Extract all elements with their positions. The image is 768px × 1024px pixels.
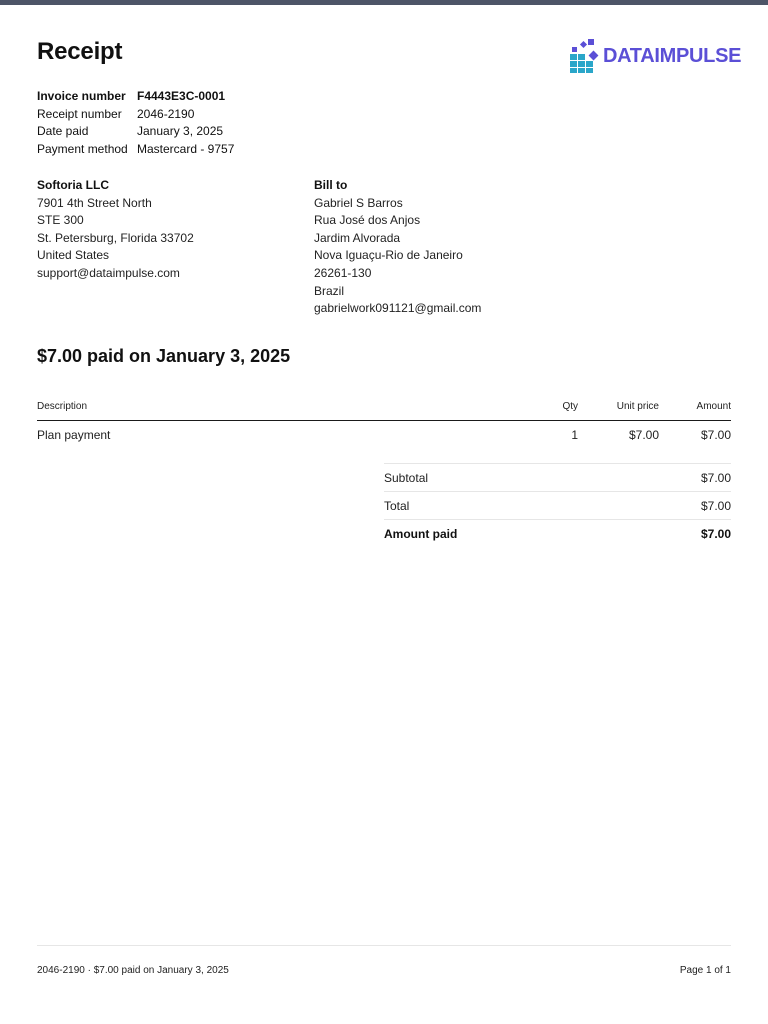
- bill-to-address-line: Brazil: [314, 283, 345, 298]
- subtotal-row: [384, 463, 731, 491]
- amount-paid-label: Amount paid: [384, 526, 458, 541]
- subtotal-label: Subtotal: [384, 470, 429, 485]
- total-label: Total: [384, 498, 410, 513]
- amount-paid-row: [384, 519, 731, 547]
- page-number: Page 1 of 1: [679, 965, 731, 976]
- bill-to-address-line: Rua José dos Anjos: [314, 213, 421, 228]
- footer-summary: 2046-2190 · $7.00 paid on January 3, 2025: [37, 965, 229, 976]
- table-row: [37, 421, 731, 449]
- line-items-table: [37, 398, 731, 449]
- meta-row-date-paid: [37, 123, 234, 141]
- meta-label: Invoice number: [37, 89, 126, 103]
- bill-to-heading: Bill to: [314, 178, 348, 192]
- meta-row-invoice-number: [37, 88, 234, 106]
- seller-address-line: STE 300: [37, 213, 84, 228]
- column-header-amount: Amount: [696, 401, 731, 412]
- top-accent-bar: [0, 0, 768, 5]
- date-paid-value: January 3, 2025: [137, 124, 224, 139]
- column-header-description: Description: [37, 401, 88, 412]
- receipt-meta: [37, 88, 234, 158]
- item-qty: 1: [571, 428, 578, 442]
- meta-row-payment-method: [37, 141, 234, 159]
- item-description: Plan payment: [37, 428, 111, 442]
- table-header: [37, 398, 731, 421]
- customer-name: Gabriel S Barros: [314, 195, 403, 210]
- meta-label: Date paid: [37, 124, 89, 139]
- seller-address-line: 7901 4th Street North: [37, 195, 152, 210]
- logo-text: DATAIMPULSE: [603, 44, 742, 67]
- payment-summary-heading: $7.00 paid on January 3, 2025: [37, 346, 291, 366]
- item-unit-price: $7.00: [628, 428, 659, 442]
- seller-address: [37, 177, 194, 283]
- bill-to-address: [314, 177, 481, 318]
- receipt-number-value: 2046-2190: [137, 106, 195, 121]
- bill-to-address-line: Nova Iguaçu-Rio de Janeiro: [314, 248, 463, 263]
- column-header-qty: Qty: [562, 401, 578, 412]
- logo-mark-icon: [570, 39, 600, 73]
- payment-method-value: Mastercard - 9757: [137, 141, 235, 156]
- seller-email: support@dataimpulse.com: [37, 265, 180, 280]
- meta-label: Receipt number: [37, 106, 122, 121]
- footer-divider: [37, 945, 731, 946]
- total-value: $7.00: [700, 498, 731, 513]
- seller-address-line: St. Petersburg, Florida 33702: [37, 230, 194, 245]
- meta-label: Payment method: [37, 141, 128, 156]
- subtotal-value: $7.00: [700, 470, 731, 485]
- seller-address-line: United States: [37, 248, 110, 263]
- invoice-number-value: F4443E3C-0001: [137, 89, 226, 103]
- meta-row-receipt-number: [37, 106, 234, 124]
- customer-email: gabrielwork091121@gmail.com: [314, 301, 482, 316]
- bill-to-address-line: Jardim Alvorada: [314, 230, 401, 245]
- item-amount: $7.00: [700, 428, 731, 442]
- seller-name: Softoria LLC: [37, 178, 109, 192]
- total-row: [384, 491, 731, 519]
- brand-logo: [570, 38, 741, 74]
- page-title: Receipt: [37, 38, 123, 65]
- amount-paid-value: $7.00: [700, 526, 731, 541]
- bill-to-address-line: 26261-130: [314, 265, 372, 280]
- column-header-unit-price: Unit price: [616, 401, 659, 412]
- totals-block: [384, 463, 731, 547]
